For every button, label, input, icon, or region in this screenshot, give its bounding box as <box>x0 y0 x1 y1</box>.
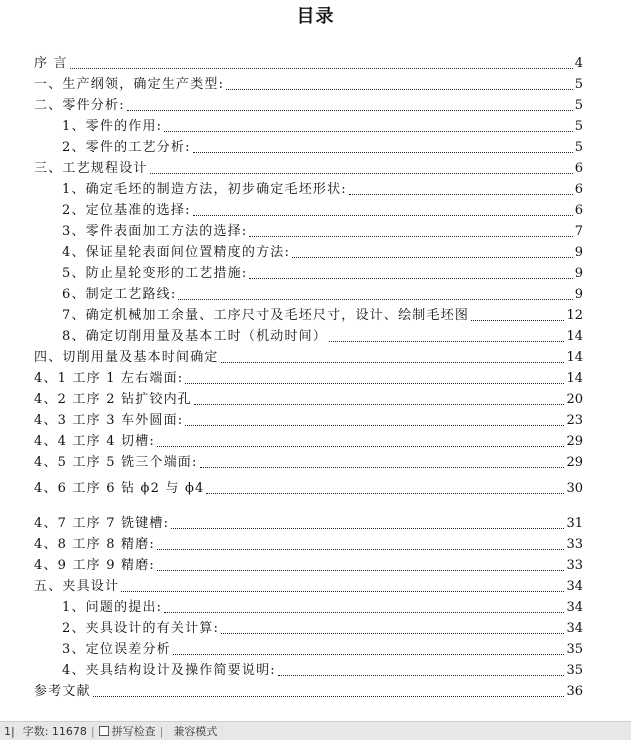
toc-entry[interactable] <box>0 325 631 345</box>
spell-check-toggle[interactable] <box>95 723 160 739</box>
toc-entry[interactable] <box>0 554 631 574</box>
toc-leader <box>173 654 565 655</box>
toc-entry-text: 4、2 工序 2 钻扩铰内孔 <box>34 392 193 407</box>
compat-mode: 兼容模式 <box>173 725 218 738</box>
toc-leader <box>200 467 565 468</box>
toc-entry[interactable] <box>0 533 631 553</box>
toc-entry[interactable] <box>0 220 631 240</box>
toc-leader <box>185 383 564 384</box>
toc-entry[interactable] <box>0 430 631 450</box>
toc-entry[interactable] <box>0 115 631 135</box>
toc-page-number: 14 <box>566 350 583 365</box>
toc-page-number: 34 <box>566 600 583 615</box>
toc-leader <box>221 633 564 634</box>
toc-entry[interactable] <box>0 241 631 261</box>
toc-page-number: 9 <box>574 287 583 302</box>
toc-leader <box>150 173 573 174</box>
toc-entry[interactable] <box>0 367 631 387</box>
toc-entry-text: 2、定位基准的选择: <box>62 203 191 218</box>
toc-entry-text: 4、7 工序 7 铣键槽: <box>34 516 170 531</box>
toc-leader <box>185 425 564 426</box>
toc-leader <box>221 362 565 363</box>
toc-entry-text: 4、9 工序 9 精磨: <box>34 558 155 573</box>
toc-leader <box>127 110 573 111</box>
toc-entry-text: 序 言 <box>34 56 68 71</box>
toc-entry[interactable] <box>0 575 631 595</box>
toc-entry-text: 1、确定毛坯的制造方法，初步确定毛坯形状: <box>62 182 347 197</box>
toc-leader <box>121 591 564 592</box>
toc-leader <box>157 570 564 571</box>
toc-entry[interactable] <box>0 659 631 679</box>
toc-entry-text: 三、工艺规程设计 <box>34 161 148 176</box>
toc-leader <box>93 696 565 697</box>
toc-entry-text: 7、确定机械加工余量、工序尺寸及毛坯尺寸，设计、绘制毛坯图 <box>62 308 470 323</box>
toc-leader <box>193 152 573 153</box>
toc-leader <box>157 549 564 550</box>
toc-entry-text: 4、3 工序 3 车外圆面: <box>34 413 184 428</box>
toc-page-number: 29 <box>566 434 583 449</box>
toc-entry[interactable] <box>0 199 631 219</box>
toc-page-number: 6 <box>574 161 583 176</box>
toc-page-number: 5 <box>574 98 583 113</box>
toc-page-number: 36 <box>566 684 583 699</box>
spell-check-label: 拼写检查 <box>111 725 156 738</box>
toc-leader <box>292 257 573 258</box>
toc-entry[interactable] <box>0 388 631 408</box>
toc-leader <box>278 675 565 676</box>
page-indicator[interactable]: 1| <box>4 724 15 738</box>
toc-entry[interactable] <box>0 617 631 637</box>
toc-entry[interactable] <box>0 283 631 303</box>
toc-entry-text: 2、零件的工艺分析: <box>62 140 191 155</box>
toc-leader <box>249 236 572 237</box>
toc-entry-text: 一、生产纲领，确定生产类型: <box>34 77 225 92</box>
toc-entry-text: 二、零件分析: <box>34 98 125 113</box>
toc-leader <box>178 299 572 300</box>
toc-leader <box>329 341 564 342</box>
toc-page-number: 35 <box>566 663 583 678</box>
toc-entry[interactable] <box>0 638 631 658</box>
toc-entry-text: 1、问题的提出: <box>62 600 163 615</box>
toc-page-number: 12 <box>566 308 583 323</box>
toc-entry[interactable] <box>0 178 631 198</box>
toc-entry-text: 4、6 工序 6 钻 ϕ2 与 ϕ4 <box>34 481 205 496</box>
toc-entry[interactable] <box>0 136 631 156</box>
status-bar: 1| 字数: 11678 | 拼写检查 | 兼容模式 <box>0 721 631 740</box>
toc-entry[interactable] <box>0 451 631 471</box>
toc-leader <box>171 528 564 529</box>
toc-page-number: 14 <box>566 371 583 386</box>
toc-entry[interactable] <box>0 477 631 497</box>
toc-leader <box>194 404 564 405</box>
toc-entry-text: 参考文献 <box>34 684 91 699</box>
toc-page-number: 6 <box>574 182 583 197</box>
toc-entry-text: 5、防止星轮变形的工艺措施: <box>62 266 248 281</box>
toc-leader <box>70 68 573 69</box>
toc-entry[interactable] <box>0 94 631 114</box>
toc-page-number: 4 <box>574 56 583 71</box>
toc-entry-text: 4、8 工序 8 精磨: <box>34 537 155 552</box>
toc-entry-text: 4、5 工序 5 铣三个端面: <box>34 455 198 470</box>
toc-page-number: 5 <box>574 77 583 92</box>
toc-page-number: 7 <box>574 224 583 239</box>
toc-page-number: 31 <box>566 516 583 531</box>
toc-page-number: 9 <box>574 245 583 260</box>
word-count[interactable]: 字数: 11678 <box>22 725 87 738</box>
toc-leader <box>157 446 564 447</box>
toc-entry-text: 2、夹具设计的有关计算: <box>62 621 220 636</box>
toc-leader <box>249 278 572 279</box>
toc-leader <box>193 215 573 216</box>
toc-entry[interactable] <box>0 304 631 324</box>
toc-page-number: 5 <box>574 119 583 134</box>
toc-leader <box>206 493 564 494</box>
toc-entry-text: 五、夹具设计 <box>34 579 120 594</box>
toc-leader <box>226 89 573 90</box>
toc-entry-text: 4、4 工序 4 切槽: <box>34 434 155 449</box>
toc-page-number: 34 <box>566 621 583 636</box>
toc-page-number: 30 <box>566 481 583 496</box>
toc-entry[interactable] <box>0 680 631 700</box>
toc-entry[interactable] <box>0 73 631 93</box>
toc-leader <box>471 320 564 321</box>
toc-entry[interactable] <box>0 512 631 532</box>
toc-leader <box>164 612 564 613</box>
toc-page-number: 33 <box>566 537 583 552</box>
toc-leader <box>349 194 573 195</box>
toc-entry-text: 3、定位误差分析 <box>62 642 171 657</box>
toc-page-number: 20 <box>566 392 583 407</box>
checkbox-icon <box>99 726 109 736</box>
toc-page-number: 9 <box>574 266 583 281</box>
toc-entry[interactable] <box>0 52 631 72</box>
toc-entry-text: 4、保证星轮表面间位置精度的方法: <box>62 245 291 260</box>
toc-page-number: 6 <box>574 203 583 218</box>
toc-page-number: 14 <box>566 329 583 344</box>
toc-entry-text: 4、夹具结构设计及操作简要说明: <box>62 663 276 678</box>
toc-page-number: 5 <box>574 140 583 155</box>
toc-entry-text: 四、切削用量及基本时间确定 <box>34 350 219 365</box>
toc-entry-text: 4、1 工序 1 左右端面: <box>34 371 184 386</box>
toc-page-number: 34 <box>566 579 583 594</box>
toc-entry-text: 1、零件的作用: <box>62 119 163 134</box>
toc-page-number: 33 <box>566 558 583 573</box>
toc-page-number: 23 <box>566 413 583 428</box>
toc-leader <box>164 131 572 132</box>
toc-entry[interactable] <box>0 596 631 616</box>
toc-entry[interactable] <box>0 409 631 429</box>
toc-page-number: 35 <box>566 642 583 657</box>
toc-title: 目录 <box>296 6 335 27</box>
toc-entry[interactable] <box>0 346 631 366</box>
toc-entry-text: 3、零件表面加工方法的选择: <box>62 224 248 239</box>
toc-entry-text: 8、确定切削用量及基本工时（机动时间） <box>62 329 328 344</box>
toc-entry-text: 6、制定工艺路线: <box>62 287 177 302</box>
toc-entry[interactable] <box>0 262 631 282</box>
toc-entry[interactable] <box>0 157 631 177</box>
toc-page-number: 29 <box>566 455 583 470</box>
